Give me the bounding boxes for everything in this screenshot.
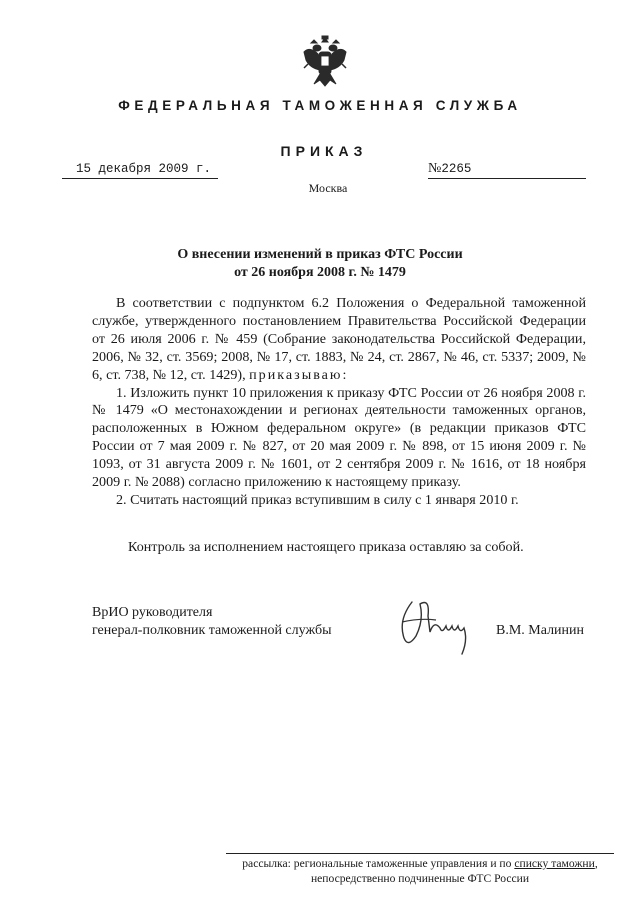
order-city: Москва: [308, 181, 348, 195]
subject-line-1: О внесении изменений в приказ ФТС России: [177, 247, 463, 262]
item-2: 2. Считать настоящий приказ вступившим в силу с 1 января 2010 г.: [116, 491, 519, 508]
order-subject: [0, 246, 640, 282]
signer-name: В.М. Малинин: [496, 623, 585, 638]
order-number: [428, 160, 586, 179]
distribution-line-1: [226, 856, 614, 871]
distribution-note: [226, 856, 614, 886]
item-1: 1. Изложить пункт 10 приложения к приказу ФТС России от 26 ноября 2008 г. № 1479 «О местонахождении и регионах деятельности таможенных органов, расположенных в Южном федеральном округе» (в редакции приказов ФТС России от 7 мая 2009 г. № 827, от 20 мая 2009 г. № 898, от 15 июня 2009 г. № 1093, от 31 августа 2009 г. № 1601, от 2 сентября 2009 г. № 1616, от 18 ноября 2009 г. № 2088) согласно приложению к настоящему приказу.: [92, 384, 586, 491]
distribution-post: ,: [594, 857, 598, 870]
number-prefix: №: [428, 161, 442, 176]
double-headed-eagle-emblem-icon: [300, 30, 350, 90]
order-body: [92, 295, 586, 510]
signer-position: [92, 604, 331, 640]
document-type: ПРИКАЗ: [280, 143, 368, 159]
intro-text: В соответствии с подпунктом 6.2 Положения о Федеральной таможенной службе, утвержденного постановлением Правительства Российской Федерации от 26 июля 2006 г. № 459 (Собрание законодательства Российской Федерации, 2006, № 32, ст. 3569; 2008, № 17, ст. 1883, № 24, ст. 2867, № 46, ст. 5337; 2009, № 6, ст. 738, № 12, ст. 1429),: [92, 295, 586, 383]
distribution-pre: рассылка: региональные таможенные управления и по: [242, 857, 515, 870]
order-word: приказываю:: [249, 366, 349, 383]
control-clause: Контроль за исполнением настоящего приказа оставляю за собой.: [128, 539, 524, 555]
distribution-line-2: непосредственно подчиненные ФТС России: [310, 872, 530, 885]
number-value: 2265: [441, 162, 472, 176]
agency-name: ФЕДЕРАЛЬНАЯ ТАМОЖЕННАЯ СЛУЖБА: [118, 98, 522, 113]
intro-paragraph: [92, 295, 586, 385]
handwritten-signature: [390, 590, 490, 662]
distribution-underlined: списку таможни: [514, 857, 595, 870]
signer-position-line-2: генерал-полковник таможенной службы: [92, 623, 332, 638]
footer-divider: [226, 853, 614, 854]
signer-position-line-1: ВрИО руководителя: [92, 605, 213, 620]
order-date: 15 декабря 2009 г.: [62, 160, 218, 179]
subject-line-2: от 26 ноября 2008 г. № 1479: [234, 265, 406, 280]
